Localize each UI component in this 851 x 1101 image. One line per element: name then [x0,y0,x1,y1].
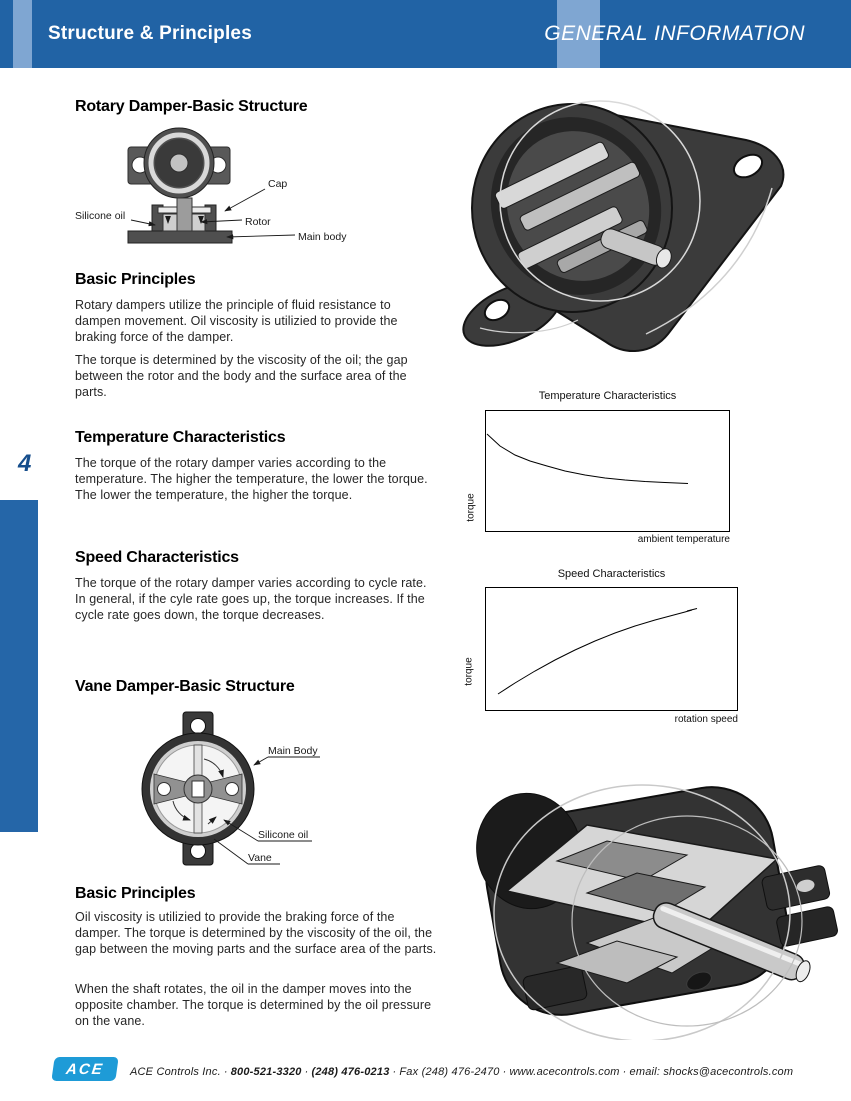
rotary-structure-heading: Rotary Damper-Basic Structure [75,98,308,115]
rotary-label-cap: Cap [268,178,288,190]
ace-logo [51,1057,118,1081]
footer-separator: · [622,1066,627,1078]
rotary-label-rotor: Rotor [245,216,271,228]
footer-phone1: 800-521-3320 [230,1066,302,1078]
basic-principles-1-heading: Basic Principles [75,271,196,288]
vane-label-main-body: Main Body [268,745,318,757]
ace-logo-text: ACE [64,1060,106,1078]
footer-website: www.acecontrols.com [509,1066,620,1078]
vane-structure-heading: Vane Damper-Basic Structure [75,678,295,695]
page-header [0,0,851,68]
header-accent-stripe-left [13,0,32,68]
body-paragraph: Oil viscosity is utilizied to provide the braking force of the damper. The torque is determined by the viscosity of the oil, the gap between the moving parts and the surface area of the parts. [75,910,437,956]
footer-separator: · [392,1066,397,1078]
sidebar-page-number: 4 [18,450,32,477]
temperature-chart-plot [485,410,730,532]
vane-damper-diagram [140,703,340,869]
footer-company: ACE Controls Inc. [130,1066,221,1078]
body-paragraph: Rotary dampers utilize the principle of fluid resistance to dampen movement. Oil viscosity is utilizied to provide the braking force of the damper. [75,298,398,344]
footer-separator: · [304,1066,309,1078]
speed-chart-title: Speed Characteristics [557,568,666,580]
speed-heading: Speed Characteristics [75,549,239,566]
rotary-damper-3d-illustration [450,96,850,362]
body-paragraph: The torque of the rotary damper varies according to the temperature. The higher the temperature, the lower the torque. The lower the temperature, the higher the torque. [75,456,428,502]
temperature-heading: Temperature Characteristics [75,429,286,446]
temperature-chart [455,388,750,553]
speed-xlabel: rotation speed [674,714,738,725]
header-category-title: GENERAL INFORMATION [544,22,805,45]
header-section-title: Structure & Principles [48,23,252,44]
rotary-damper-diagram [75,125,365,250]
speed-chart [455,566,755,736]
speed-chart-plot [485,587,738,711]
sidebar-accent-bar [0,500,38,832]
footer-phone2: (248) 476-0213 [311,1066,390,1078]
vane-label-silicone-oil: Silicone oil [258,829,309,841]
footer-separator: · [502,1066,507,1078]
vane-damper-3d-illustration [437,763,850,1040]
temperature-chart-title: Temperature Characteristics [538,390,677,402]
temperature-xlabel: ambient temperature [637,534,730,545]
rotary-label-main-body: Main body [298,231,347,243]
temperature-ylabel: torque [465,493,477,522]
footer-separator: · [223,1066,228,1078]
speed-ylabel: torque [463,657,475,686]
body-paragraph: The torque is determined by the viscosity of the oil; the gap between the rotor and the body and the surface area of the parts. [75,353,408,399]
basic-principles-2-heading: Basic Principles [75,885,196,902]
footer-email: email: shocks@acecontrols.com [629,1066,794,1078]
footer-contact-line [130,1066,830,1078]
footer-fax: Fax (248) 476-2470 [399,1066,500,1078]
vane-label-vane: Vane [248,852,272,864]
body-paragraph: The torque of the rotary damper varies according to cycle rate. In general, if the cyle rate goes up, the torque increases. If the cycle rate goes down, the torque decreases. [75,576,427,622]
body-paragraph: When the shaft rotates, the oil in the damper moves into the opposite chamber. The torque is determined by the oil pressure on the vane. [75,982,432,1028]
rotary-label-silicone-oil: Silicone oil [75,210,126,222]
